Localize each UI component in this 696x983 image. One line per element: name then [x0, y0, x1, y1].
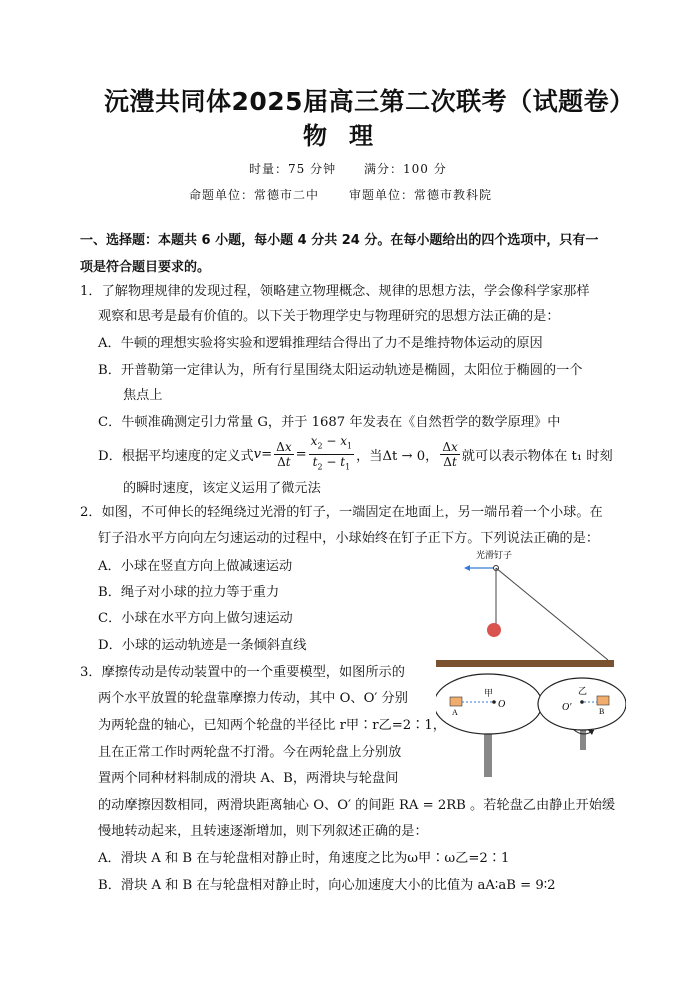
q3-stem-l4: 且在正常工作时两轮盘不打滑。今在两轮盘上分别放: [98, 745, 402, 760]
disk-yi-label: 乙: [578, 686, 588, 696]
q3-stem: 3．摩擦传动是传动装置中的一个重要模型，如图所示的: [80, 665, 405, 680]
q3-option-a: A．滑块 A 和 B 在与轮盘相对静止时，角速度之比为ω甲∶ω乙=2∶1: [98, 851, 510, 866]
formula-fraction-2: $\frac{x_2 - x_1}{t_2 - t_1}$: [310, 434, 353, 471]
setter-unit: 命题单位：常德市二中: [189, 188, 320, 202]
section-heading: 一、选择题：本题共 6 小题，每小题 4 分共 24 分。在每小题给出的四个选项中，只有一: [80, 233, 599, 248]
friction-disk-figure: [436, 672, 626, 782]
block-b-label: B: [599, 707, 605, 716]
subject-title: 物理: [303, 122, 395, 150]
q1-option-c: C．牛顿准确测定引力常量 G，并于 1687 年发表在《自然哲学的数学原理》中: [98, 415, 561, 430]
q1-option-a: A．牛顿的理想实验将实验和逻辑推理结合得出了力不是维持物体运动的原因: [98, 336, 543, 351]
disk-jia-label: 甲: [484, 688, 494, 698]
pendulum-figure: [430, 540, 620, 675]
full-score: 满分：100 分: [364, 162, 447, 176]
q2-stem-cont: 钉子沿水平方向向左匀速运动的过程中，小球始终在钉子正下方。下列说法正确的是：: [98, 531, 600, 546]
q3-stem-l6: 的动摩擦因数相同，两滑块距离轴心 O、O′ 的间距 RA = 2RB 。若轮盘乙由静止开始缓: [98, 798, 616, 813]
q2-stem: 2．如图，不可伸长的轻绳绕过光滑的钉子，一端固定在地面上，另一端吊着一个小球。在: [80, 505, 603, 520]
q2-option-d: D．小球的运动轨迹是一条倾斜直线: [98, 638, 307, 653]
q3-stem-l2: 两个水平放置的轮盘靠摩擦力传动，其中 O、O′ 分别: [98, 691, 408, 706]
q1-option-d-prefix: D．根据平均速度的定义式: [98, 448, 254, 464]
exam-title: 沅澧共同体2025届高三第二次联考（试题卷）: [104, 87, 635, 116]
section-heading-cont: 项是符合题目要求的。: [80, 260, 211, 275]
q1-option-d-mid: ，当Δt → 0，: [356, 448, 439, 464]
q1-option-b-cont: 焦点上: [123, 388, 163, 403]
q3-stem-l3: 为两轮盘的轴心，已知两个轮盘的半径比 r甲∶r乙=2∶1，: [98, 718, 446, 733]
q3-option-b: B．滑块 A 和 B 在与轮盘相对静止时，向心加速度大小的比值为 aA∶aB = 9∶2: [98, 878, 556, 893]
axis-o-label: O: [498, 699, 506, 710]
formula-fraction-1: $\frac{\Delta x}{\Delta t}$: [276, 439, 292, 469]
q2-option-c: C．小球在水平方向上做匀速运动: [98, 611, 293, 626]
formula-fraction-3: $\frac{\Delta x}{\Delta t}$: [442, 439, 458, 469]
q3-stem-l7: 慢地转动起来，且转速逐渐增加，则下列叙述正确的是：: [98, 824, 428, 839]
q1-stem-cont: 观察和思考是最有价值的。以下关于物理学史与物理研究的思想方法正确的是：: [98, 309, 560, 324]
q3-stem-l5: 置两个同种材料制成的滑块 A、B，两滑块与轮盘间: [98, 771, 399, 786]
q1-option-d-suffix: 就可以表示物体在 t₁ 时刻: [461, 448, 613, 464]
q1-option-d-cont: 的瞬时速度，该定义运用了微元法: [123, 481, 321, 496]
q2-option-a: A．小球在竖直方向上做减速运动: [98, 559, 293, 574]
formula-v: v: [253, 446, 262, 462]
reviewer-unit: 审题单位：常德市教科院: [349, 188, 493, 202]
time-limit: 时量：75 分钟: [249, 162, 337, 176]
nail-label: 光滑钉子: [476, 550, 513, 560]
block-a-label: A: [452, 708, 458, 717]
axis-o-prime-label: O′: [562, 702, 572, 713]
q1-option-b: B．开普勒第一定律认为，所有行星围绕太阳运动轨迹是椭圆，太阳位于椭圆的一个: [98, 363, 583, 378]
q1-option-d: D．根据平均速度的定义式 v = $\frac{\Delta x}{\Delta t}$ = $\frac{x_2 - x_1}{t_2 - t_1}$ ，当Δt → 0， $\frac{\Delta x}{\Delta t}$ 就可以表示物体在 t₁ 时刻: [98, 436, 613, 472]
q1-stem: 1．了解物理规律的发现过程，领略建立物理概念、规律的思想方法，学会像科学家那样: [80, 284, 590, 299]
q2-option-b: B．绳子对小球的拉力等于重力: [98, 585, 280, 600]
